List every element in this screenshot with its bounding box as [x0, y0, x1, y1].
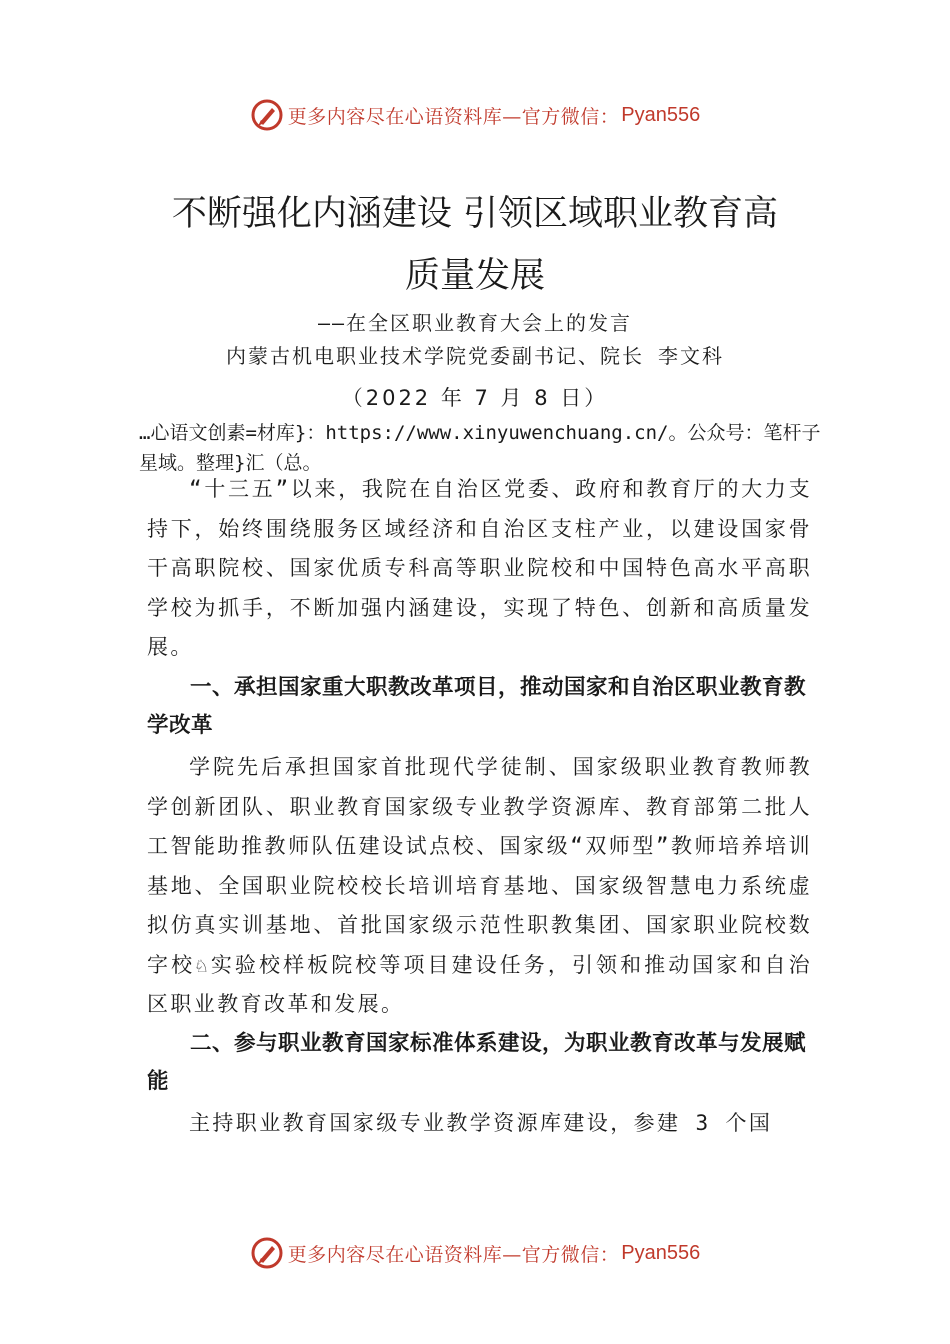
banner-wechat-id: Pyan556 [621, 1241, 701, 1264]
banner-text: 更多内容尽在心语资料库—官方微信： [287, 1243, 620, 1266]
section-2-paragraph: 主持职业教育国家级专业教学资源库建设，参建 3 个国 [189, 1111, 773, 1135]
source-note: …心语文创素=材库}：https://www.xinyuwenchuang.cn/。公众号：笔杆子星域。整理}汇（总。 [139, 422, 821, 474]
subtitle-author: 内蒙古机电职业技术学院党委副书记、院长 李文科 [225, 344, 725, 368]
header-watermark-banner [0, 95, 950, 135]
document-title-line-2: 质量发展 [404, 256, 545, 296]
footer-watermark-banner [0, 1233, 950, 1273]
subtitle-occasion: ——在全区职业教育大会上的发言 [317, 311, 633, 335]
banner-wechat-id: Pyan556 [621, 103, 701, 126]
banner-text: 更多内容尽在心语资料库—官方微信： [287, 105, 620, 128]
pen-nib-logo-icon [250, 98, 284, 132]
speech-date: （2022 年 7 月 8 日） [341, 386, 609, 410]
section-1-paragraph: 学院先后承担国家首批现代学徒制、国家级职业教育教师教学创新团队、职业教育国家级专业教学资源库、教育部第二批人工智能助推教师队伍建设试点校、国家级“双师型”教师培养培训基地、全国职业院校校长培训培育基地、国家级智慧电力系统虚拟仿真实训基地、首批国家级示范性职教集团、国家职业院校数字校♘实验校样板院校等项目建设任务，引领和推动国家和自治区职业教育改革和发展。 [147, 755, 812, 1016]
intro-paragraph: “十三五”以来，我院在自治区党委、政府和教育厅的大力支持下，始终围绕服务区域经济和自治区支柱产业，以建设国家骨干高职院校、国家优质专科高等职业院校和中国特色高水平高职学校为抓手，不断加强内涵建设，实现了特色、创新和高质量发展。 [147, 477, 812, 659]
pen-nib-logo-icon [250, 1236, 284, 1270]
section-heading-2: 二、参与职业教育国家标准体系建设，为职业教育改革与发展赋能 [147, 1031, 807, 1094]
document-title-line-1: 不断强化内涵建设 引领区域职业教育高 [171, 194, 779, 234]
section-heading-1: 一、承担国家重大职教改革项目，推动国家和自治区职业教育教学改革 [147, 675, 807, 738]
